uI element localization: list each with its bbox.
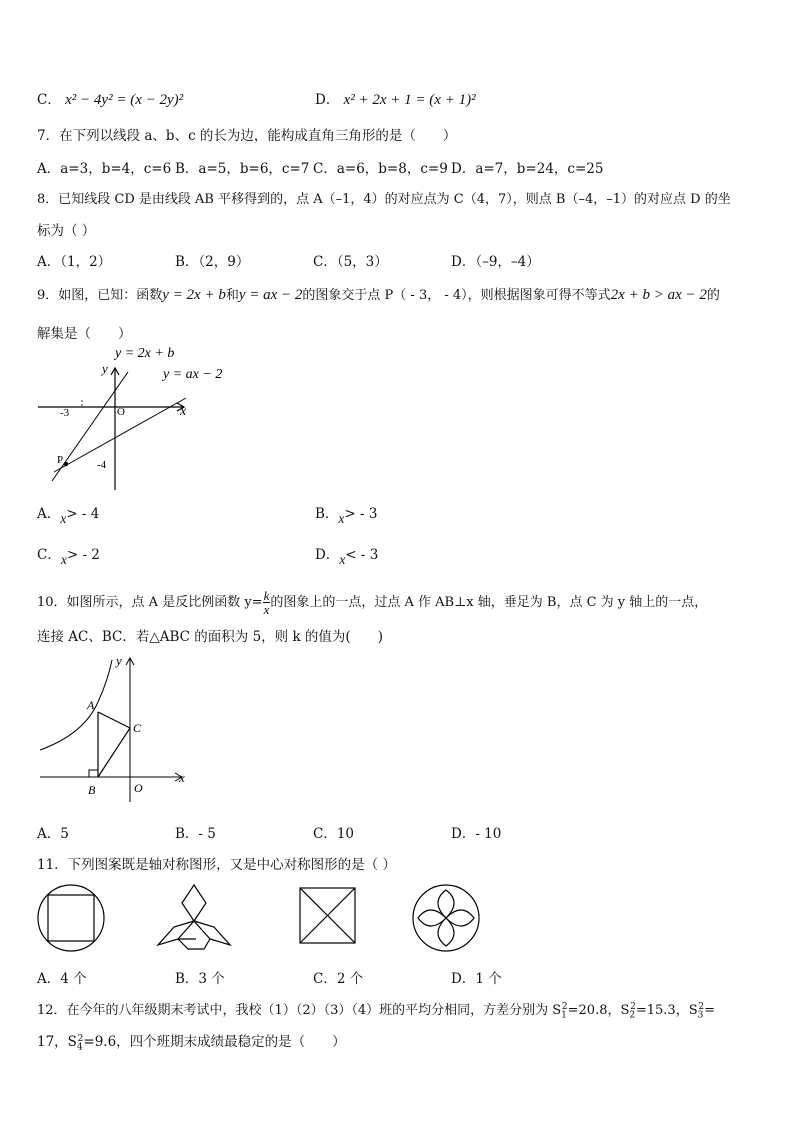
q9-graph (36, 340, 236, 495)
q10-label-c: C (133, 721, 142, 735)
q8-option-d[interactable]: D．（–9，–4） (451, 254, 540, 270)
q10-stem-line1: 10．如图所示，点 A 是反比例函数 y= $\frac{k}{x}$ 的图象上的一点，过点 A 作 AB⊥x 轴，垂足为 B，点 C 为 y 轴上的一点， (37, 588, 708, 617)
q10-fraction: $\frac{k}{x}$ (263, 588, 270, 617)
q11-figure-circle-square (36, 883, 108, 955)
q9-stem-line2: 解集是（ ） (37, 326, 132, 342)
q11-figure-four-petals (410, 882, 482, 954)
q9-label-f1: y = 2x + b (115, 346, 175, 361)
q11-option-a[interactable]: A．4 个 (37, 971, 87, 987)
q10-label-y: y (116, 653, 122, 668)
q8-stem-line2: 标为（ ） (37, 223, 96, 239)
q9-option-d[interactable]: D．x< - 3 (315, 547, 379, 567)
q6-option-d[interactable]: D． x² + 2x + 1 = (x + 1)² (315, 92, 476, 108)
q6-option-c[interactable]: C． x² − 4y² = (x − 2y)² (37, 92, 184, 108)
q10-stem-line2: 连接 AC、BC．若△ABC 的面积为 5，则 k 的值为( ) (37, 629, 383, 645)
q9-stem-line1: 9．如图，已知：函数y = 2x + b和y = ax − 2的图象交于点 P（ - 3， - 4），则根据图象可得不等式2x + b > ax − 2的 (37, 287, 720, 303)
q8-stem-line1: 8．已知线段 CD 是由线段 AB 平移得到的，点 A（–1，4）的对应点为 C（4，7），则点 B（–4，–1）的对应点 D 的坐 (37, 192, 731, 207)
q9-ineq: 2x + b > ax − 2 (610, 287, 707, 303)
q10-label-o: O (134, 781, 143, 795)
q9-label-neg4: -4 (97, 459, 107, 471)
q10-option-d[interactable]: D．- 10 (451, 826, 502, 842)
q7-option-a[interactable]: A．a=3，b=4，c=6 (37, 161, 172, 177)
q10-label-a: A (87, 698, 95, 712)
q9-line-f1 (52, 372, 128, 481)
q11-figure-three-rhombi (156, 883, 232, 955)
q9-label-y: y (102, 361, 108, 376)
q9-option-a[interactable]: A．x> - 4 (37, 506, 100, 526)
q12-stem-line2: 17，$S_4^2=9.6$，四个班期末成绩最稳定的是（ ） (37, 1033, 346, 1053)
q9-label-o: O (117, 406, 125, 418)
q9-option-b[interactable]: B．x> - 3 (315, 506, 378, 526)
q6-option-c-expr: x² − 4y² = (x − 2y)² (65, 92, 184, 108)
q8-option-a[interactable]: A．（1，2） (37, 254, 112, 270)
q10-graph (36, 652, 191, 804)
q9-point-p (64, 462, 68, 466)
q10-label-x: x (179, 770, 185, 785)
q12-stem-line1: 12．在今年的八年级期末考试中，我校（1）（2）（3）（4）班的平均分相同，方差分别为 $S_1^2=20.8$，$S_2^2=15.3$，$S_3^2=$ (37, 1001, 715, 1021)
q11-option-c[interactable]: C．2 个 (313, 971, 364, 987)
q9-label-x: x (180, 404, 187, 419)
q9-f2: y = ax − 2 (238, 287, 303, 303)
q8-option-c[interactable]: C．（5，3） (313, 254, 388, 270)
q7-option-c[interactable]: C．a=6，b=8，c=9 (313, 161, 448, 177)
q11-figure-square-diagonals (298, 886, 358, 946)
q9-f1: y = 2x + b (162, 287, 226, 303)
q7-option-d[interactable]: D．a=7，b=24，c=25 (451, 161, 604, 177)
q10-option-b[interactable]: B．- 5 (175, 826, 216, 842)
q10-option-a[interactable]: A．5 (37, 826, 69, 842)
q11-option-b[interactable]: B．3 个 (175, 971, 225, 987)
q7-stem: 7．在下列以线段 a、b、c 的长为边，能构成直角三角形的是（ ） (37, 128, 457, 144)
q10-label-b: B (88, 783, 96, 797)
q9-label-f2: y = ax − 2 (163, 367, 223, 382)
q10-option-c[interactable]: C．10 (313, 826, 355, 842)
q8-option-b[interactable]: B．（2，9） (175, 254, 250, 270)
q9-label-p: P (57, 454, 64, 466)
q6-option-d-expr: x² + 2x + 1 = (x + 1)² (343, 92, 476, 108)
q11-option-d[interactable]: D．1 个 (451, 971, 502, 987)
q10-curve (40, 660, 112, 750)
q11-stem: 11．下列图案既是轴对称图形，又是中心对称图形的是（ ） (37, 857, 396, 873)
q9-option-c[interactable]: C．x> - 2 (37, 547, 100, 567)
q10-right-angle (89, 770, 98, 777)
q7-option-b[interactable]: B．a=5，b=6，c=7 (175, 161, 310, 177)
q9-label-neg3: -3 (60, 407, 70, 419)
